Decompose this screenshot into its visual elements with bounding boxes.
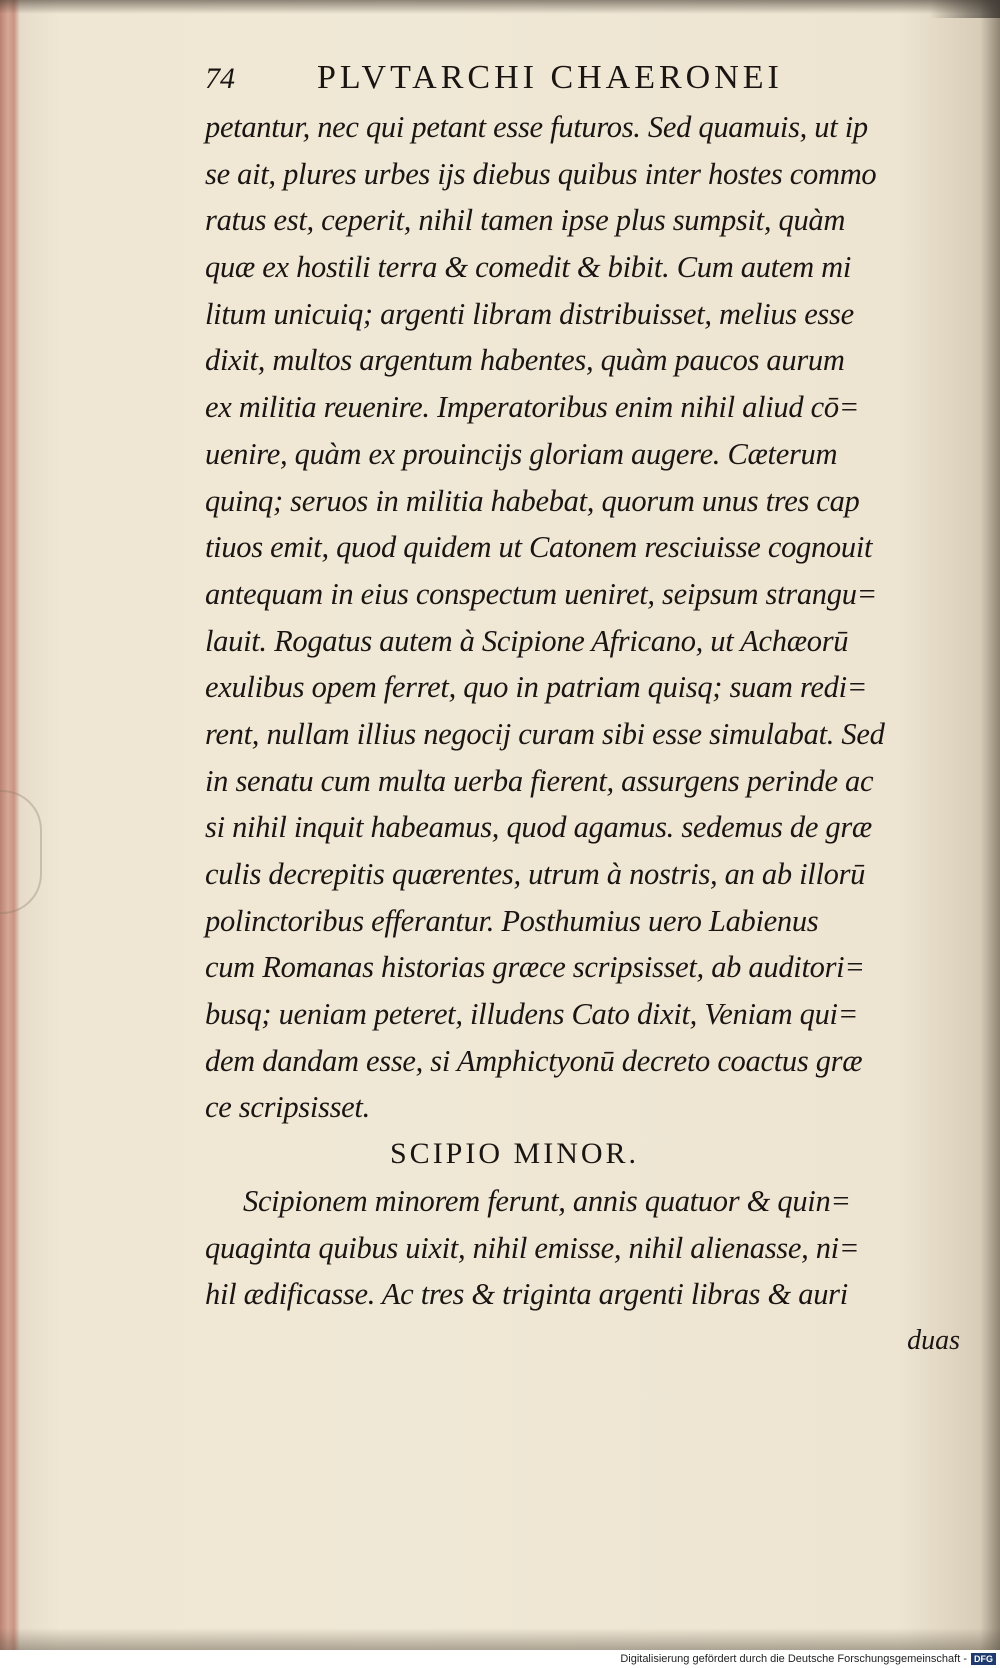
text-line: uenire, quàm ex prouincijs gloriam augere. Cæterum [205, 436, 838, 471]
text-line: antequam in eius conspectum ueniret, seipsum strangu= [205, 576, 877, 611]
text-line: quinq; seruos in militia habebat, quorum unus tres cap [205, 483, 860, 518]
text-line: culis decrepitis quærentes, utrum à nostris, an ab illorū [205, 857, 866, 891]
text-line: se ait, plures urbes ijs diebus quibus inter hostes commo [205, 156, 877, 191]
text-line: si nihil inquit habeamus, quod agamus. sedemus de græ [205, 810, 872, 845]
catchword: duas [907, 1324, 960, 1356]
text-line: Scipionem minorem ferunt, annis quatuor & quin= [243, 1183, 851, 1218]
text-line: ratus est, ceperit, nihil tamen ipse plus sumpsit, quàm [205, 203, 846, 238]
running-title: PLVTARCHI CHAERONEI [317, 59, 783, 96]
running-head [205, 52, 965, 104]
text-line: quæ ex hostili terra & comedit & bibit. Cum autem mi [205, 250, 852, 285]
page-number: 74 [205, 62, 235, 95]
bottom-edge-shadow [0, 1628, 1000, 1650]
text-line: ce scripsisset. [205, 1090, 370, 1125]
text-line: rent, nullam illius negocij curam sibi esse simulabat. Sed [205, 716, 885, 751]
text-line: dem dandam esse, si Amphictyonū decreto coactus græ [205, 1043, 863, 1078]
top-edge-shadow [0, 0, 1000, 14]
text-line: busq; ueniam peteret, illudens Cato dixit, Veniam qui= [205, 997, 858, 1032]
dfg-logo: DFG [971, 1653, 996, 1665]
page-text-block [205, 52, 965, 1365]
body-text-after [205, 1178, 965, 1318]
text-line: litum unicuiq; argenti libram distribuisset, melius esse [205, 296, 854, 331]
text-line: in senatu cum multa uerba fierent, assurgens perinde ac [205, 763, 874, 798]
text-line: lauit. Rogatus autem à Scipione Africano, ut Achæorū [205, 623, 849, 658]
body-text-before [205, 104, 965, 1131]
section-heading: SCIPIO MINOR. [390, 1137, 640, 1171]
page-edge-tab [0, 790, 42, 914]
text-line: polinctoribus efferantur. Posthumius uero Labienus [205, 903, 819, 938]
footer-credit: Digitalisierung gefördert durch die Deutsche Forschungsgemeinschaft - [620, 1653, 967, 1665]
text-line: hil ædificasse. Ac tres & triginta argenti libras & auri [205, 1277, 848, 1312]
text-line: cum Romanas historias græce scripsisset, ab auditori= [205, 950, 865, 985]
text-line: tiuos emit, quod quidem ut Catonem resciuisse cognouit [205, 530, 873, 565]
corner-shadow [930, 0, 1000, 18]
text-line: ex militia reuenire. Imperatoribus enim nihil aliud cō= [205, 390, 860, 425]
text-line: quaginta quibus uixit, nihil emisse, nihil alienasse, ni= [205, 1230, 860, 1265]
text-line: dixit, multos argentum habentes, quàm paucos aurum [205, 343, 845, 378]
digitization-footer [0, 1650, 1000, 1668]
text-line: petantur, nec qui petant esse futuros. Sed quamuis, ut ip [205, 110, 868, 144]
text-line: exulibus opem ferret, quo in patriam quisq; suam redi= [205, 670, 868, 705]
